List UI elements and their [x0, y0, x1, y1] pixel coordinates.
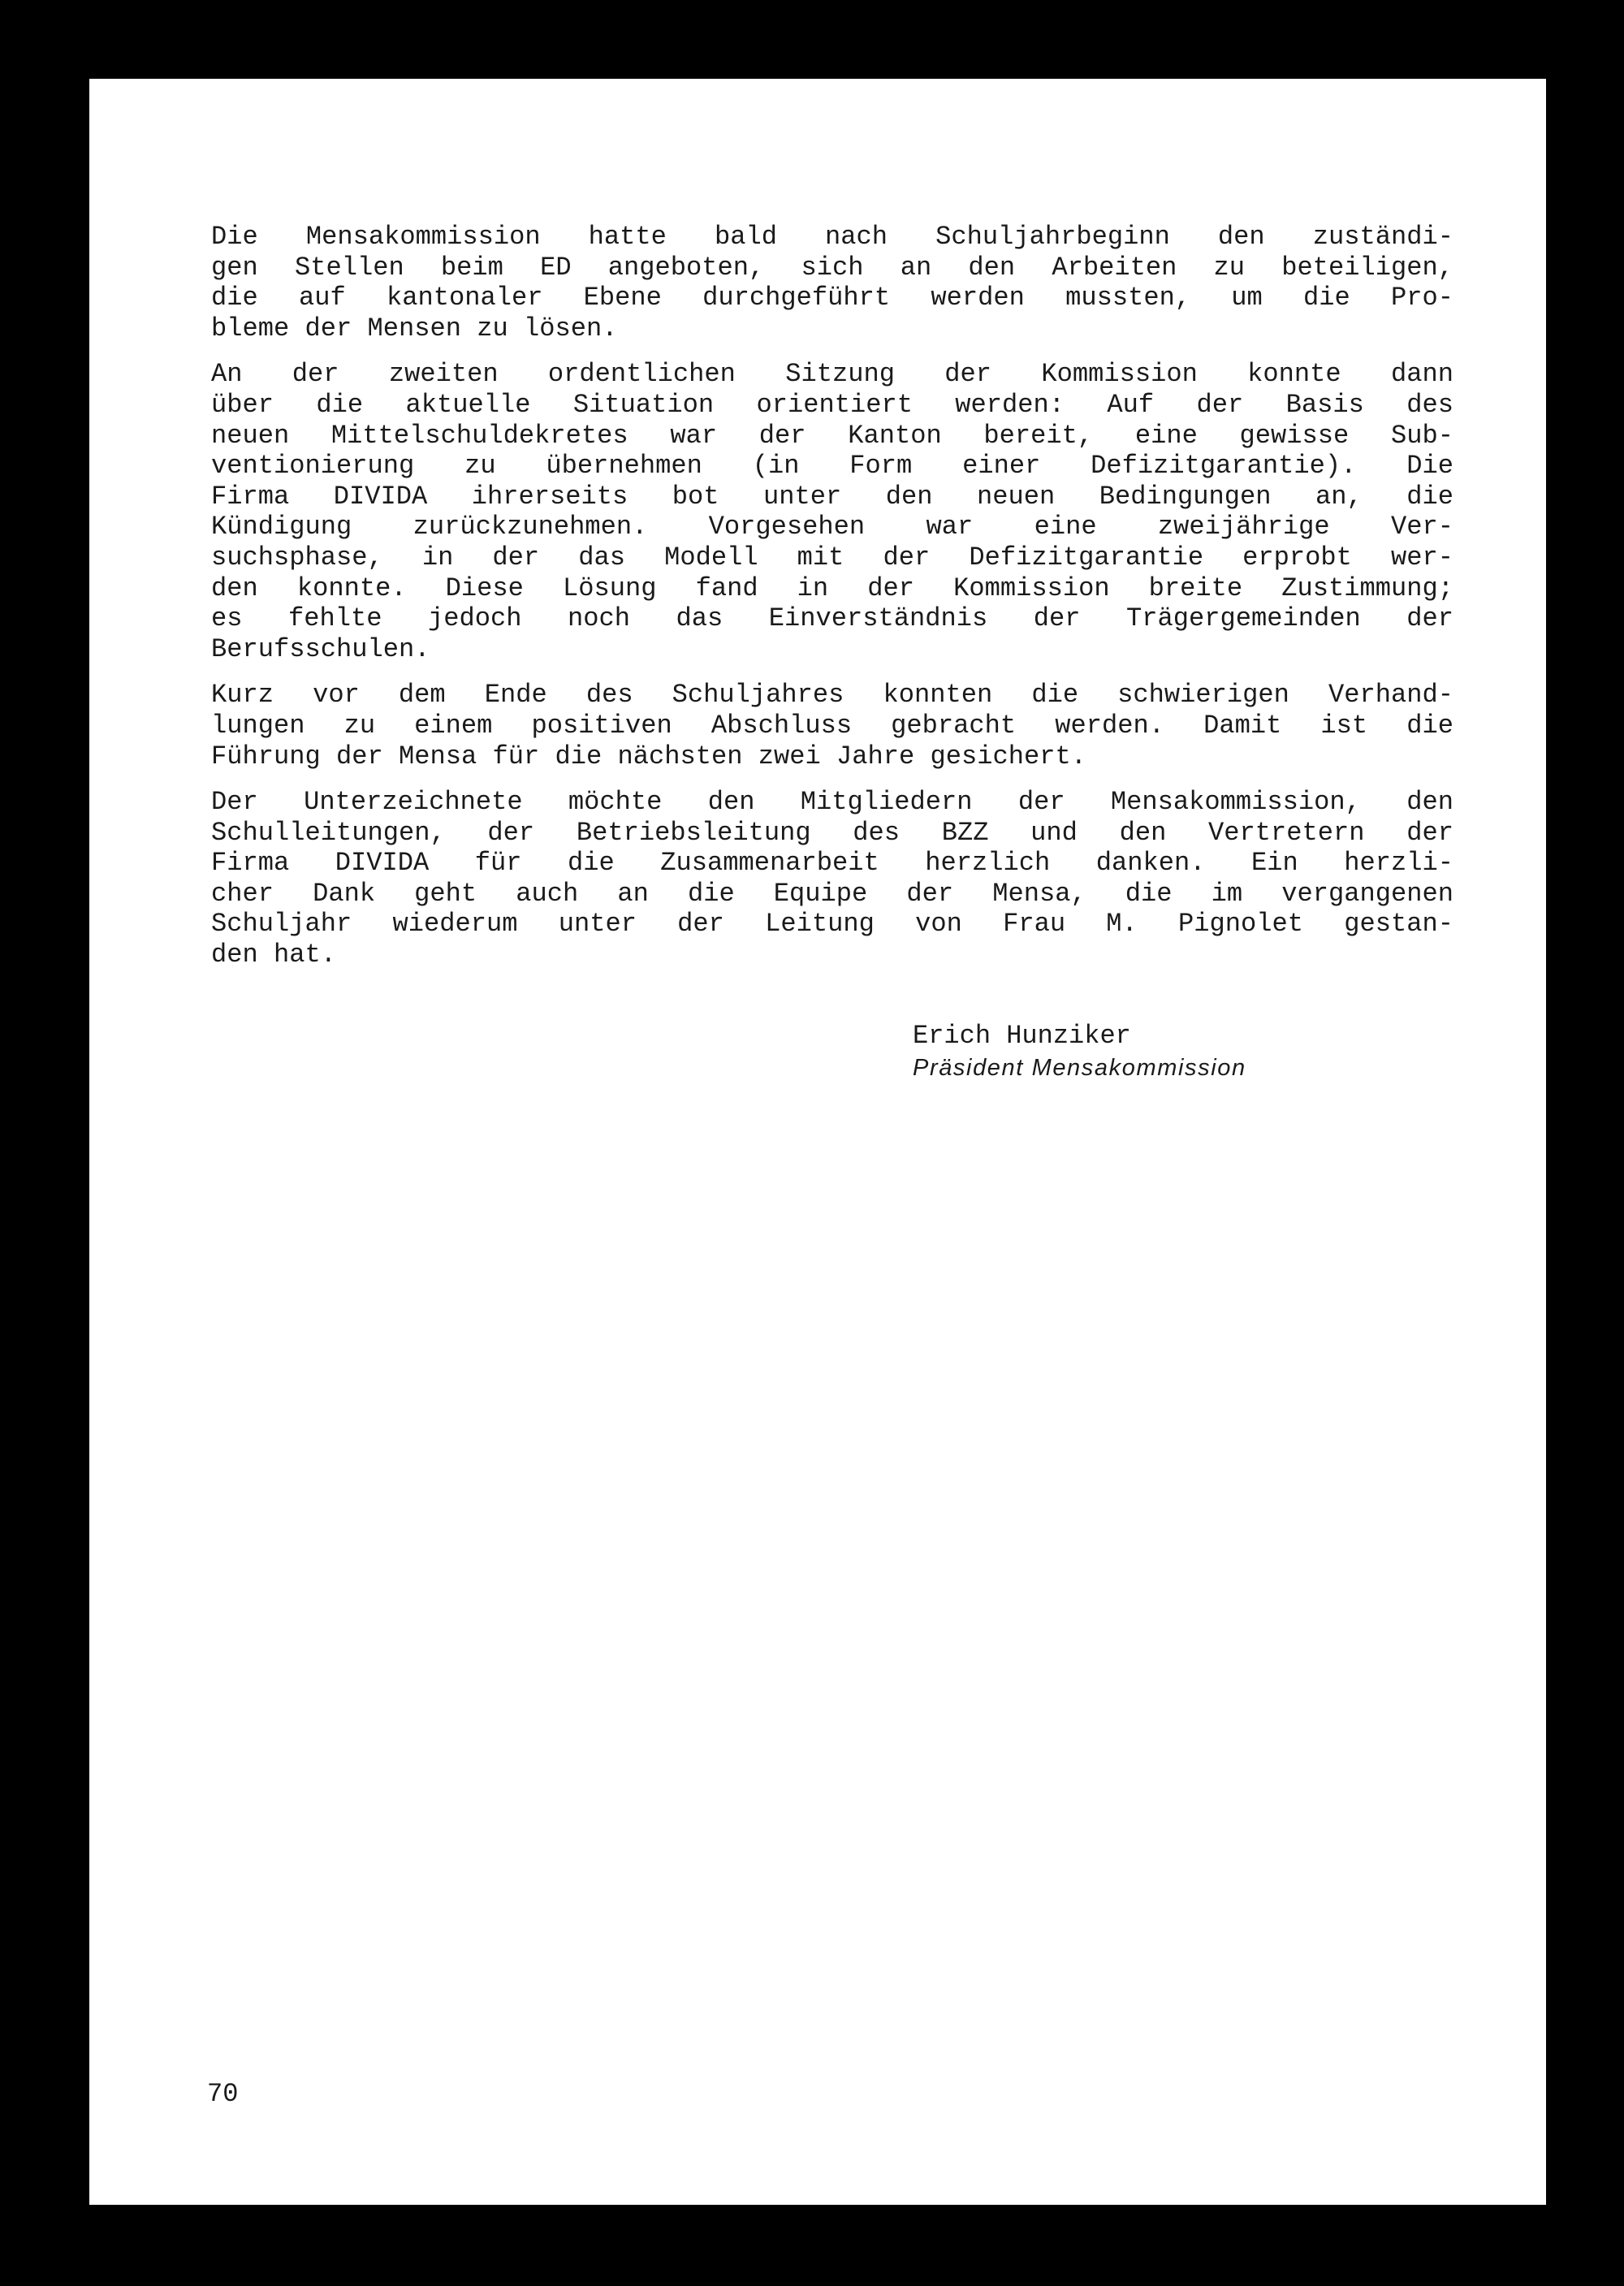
text-line: An der zweiten ordentlichen Sitzung der Kommission konnte dann	[211, 359, 1453, 390]
text-line: Firma DIVIDA für die Zusammenarbeit herzlich danken. Ein herzli-	[211, 848, 1453, 879]
text-line: Kurz vor dem Ende des Schuljahres konnten die schwierigen Verhand-	[211, 680, 1453, 711]
text-line: es fehlte jedoch noch das Einverständnis der Trägergemeinden der	[211, 603, 1453, 634]
text-line: cher Dank geht auch an die Equipe der Mensa, die im vergangenen	[211, 878, 1453, 909]
document-page	[89, 79, 1546, 2205]
signature-block	[913, 1021, 1246, 1083]
text-line: suchsphase, in der das Modell mit der Defizitgarantie erprobt wer-	[211, 542, 1453, 573]
text-line: den hat.	[211, 940, 337, 970]
paragraph	[211, 359, 1453, 664]
paragraph	[211, 222, 1453, 344]
text-line: gen Stellen beim ED angeboten, sich an den Arbeiten zu beteiligen,	[211, 252, 1453, 283]
text-line: ventionierung zu übernehmen (in Form einer Defizitgarantie). Die	[211, 451, 1453, 482]
text-line: Schuljahr wiederum unter der Leitung von Frau M. Pignolet gestan-	[211, 909, 1453, 940]
paragraph	[211, 680, 1453, 771]
text-line: lungen zu einem positiven Abschluss gebracht werden. Damit ist die	[211, 710, 1453, 741]
signature-title: Präsident Mensakommission	[913, 1055, 1246, 1081]
text-line: den konnte. Diese Lösung fand in der Kommission breite Zustimmung;	[211, 573, 1453, 603]
page-number: 70	[207, 2079, 239, 2109]
text-line: Kündigung zurückzunehmen. Vorgesehen war eine zweijährige Ver-	[211, 512, 1453, 542]
text-line: Berufsschulen.	[211, 633, 430, 664]
text-line: neuen Mittelschuldekretes war der Kanton bereit, eine gewisse Sub-	[211, 420, 1453, 451]
text-line: Der Unterzeichnete möchte den Mitgliedern der Mensakommission, den	[211, 787, 1453, 818]
body-text	[211, 222, 1453, 986]
signature-name: Erich Hunziker	[913, 1021, 1131, 1051]
text-line: über die aktuelle Situation orientiert werden: Auf der Basis des	[211, 389, 1453, 420]
paragraph	[211, 787, 1453, 970]
text-line: Schulleitungen, der Betriebsleitung des BZZ und den Vertretern der	[211, 817, 1453, 848]
text-line: Führung der Mensa für die nächsten zwei Jahre gesichert.	[211, 741, 1087, 771]
text-line: bleme der Mensen zu lösen.	[211, 313, 618, 344]
text-line: die auf kantonaler Ebene durchgeführt werden mussten, um die Pro-	[211, 283, 1453, 313]
text-line: Firma DIVIDA ihrerseits bot unter den neuen Bedingungen an, die	[211, 481, 1453, 512]
text-line: Die Mensakommission hatte bald nach Schuljahrbeginn den zuständi-	[211, 222, 1453, 252]
